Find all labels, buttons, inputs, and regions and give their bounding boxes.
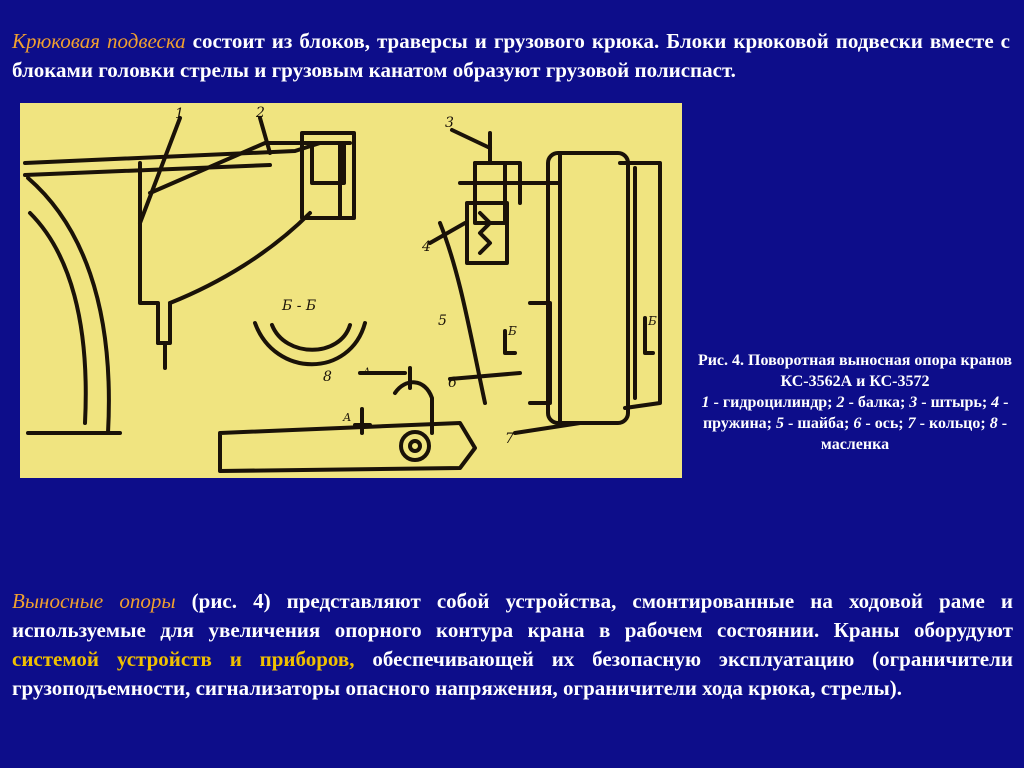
arrow-label-a2: А [343,411,352,424]
callout-4: 4 [422,239,431,255]
callout-3: 3 [445,115,454,131]
bottom-paragraph-text-2: обеспечивающей их безопасную эксплуатацию (ограничители грузоподъемности, сигнализаторы опасного напряжения, ограничители хода крюка, стрелы). [12,647,1013,700]
caption-num-6: 6 [853,415,862,432]
caption-label-1: - гидроцилиндр; [709,394,837,411]
highlight-system-of-devices: системой устройств и приборов, [12,647,355,671]
caption-label-7: - кольцо; [915,415,990,432]
callout-2: 2 [256,105,265,121]
caption-num-4: 4 [991,394,1000,411]
caption-num-5: 5 [776,415,784,432]
callout-5: 5 [438,313,447,329]
arrow-label-b1: Б [508,324,517,338]
outrigger-drawing [20,103,682,478]
caption-num-2: 2 [836,394,845,411]
caption-label-6: - ось; [861,415,908,432]
figure-caption [696,350,1014,455]
term-outriggers: Выносные опоры [12,589,176,613]
outrigger-drawing-svg [20,103,682,478]
callout-8: 8 [323,369,332,385]
caption-label-5: - шайба; [784,415,854,432]
callout-6: 6 [448,375,457,391]
caption-label-3: - штырь; [917,394,992,411]
caption-label-2: - балка; [844,394,910,411]
bottom-paragraph [12,587,1013,703]
caption-label-4: - пружина; [702,394,1009,432]
top-paragraph-text: состоит из блоков, траверсы и грузового крюка. Блоки крюковой подвески вместе с блоками головки стрелы и грузовым канатом образуют грузовой полиспаст. [12,29,1010,82]
caption-num-7: 7 [907,415,916,432]
callout-7: 7 [505,431,514,447]
caption-label-8: - масленка [820,415,1008,453]
caption-num-8: 8 [989,415,998,432]
caption-num-3: 3 [909,394,918,411]
top-paragraph [12,27,1010,85]
caption-title: Рис. 4. Поворотная выносная опора кранов КС-3562А и КС-3572 [697,352,1013,390]
term-hook-suspension: Крюковая подвеска [12,29,186,53]
arrow-label-a1: А [363,367,371,378]
callout-1: 1 [175,106,184,122]
arrow-label-b2: Б [648,314,657,328]
section-label: Б - Б [282,298,317,314]
bottom-paragraph-text-1: (рис. 4) представляют собой устройства, смонтированные на ходовой раме и используемые для увеличения опорного контура крана в рабочем состоянии. Краны оборудуют [12,589,1013,642]
caption-num-1: 1 [701,394,710,411]
